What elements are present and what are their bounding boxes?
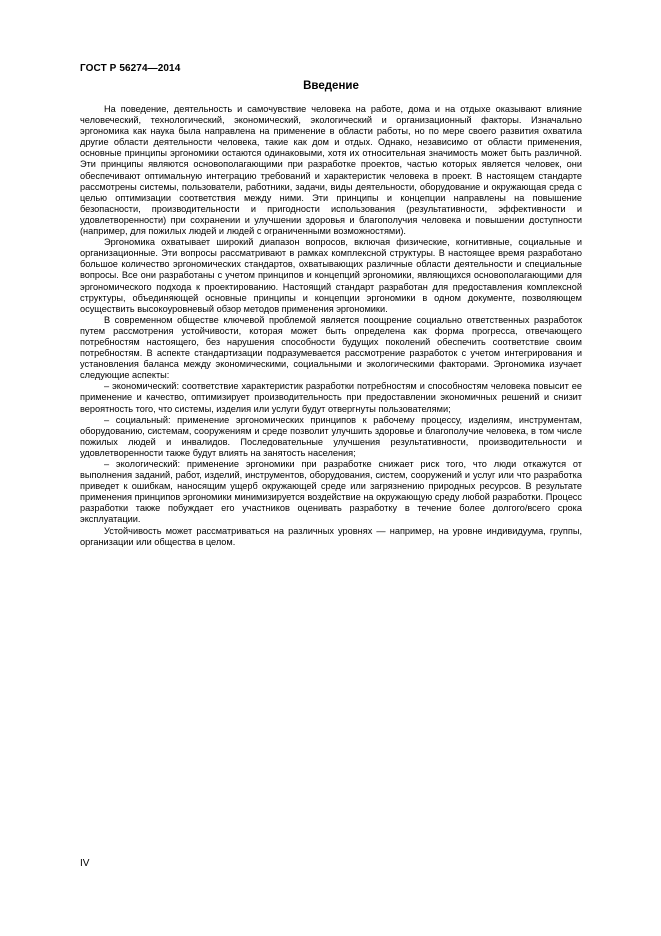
paragraph-sustainability: В современном обществе ключевой проблемой является поощрение социально ответственных разработок путем рассмотрения устойчивости, которая может быть определена как форма прогресса, отвечающего потребностям настоящего, без нарушения способности будущих поколений обеспечить соответствие своим потребностям. В аспекте стандартизации подразумевается рассмотрение разработок с учетом интегрирования и установления баланса между экономическими, социальными и экологическими факторами. Эргономика изучает следующие аспекты: [80,314,582,381]
paragraph-scope: Эргономика охватывает широкий диапазон вопросов, включая физические, когнитивные, социальные и организационные. Эти вопросы рассматривают в рамках комплексной структуры. В настоящее время разработано большое количество эргономических стандартов, охватывающих различные области деятельности и специальные вопросы. Все они разработаны с учетом принципов и концепций эргономики, являющихся основополагающими для эргономического подхода к проектированию. Настоящий стандарт разработан для предоставления комплексной структуры, объединяющей основные принципы и концепции эргономики в одном документе, позволяющем осуществить высокоуровневый обзор методов применения эргономики. [80,237,582,314]
body-text [80,104,582,548]
paragraph-levels: Устойчивость может рассматриваться на различных уровнях — например, на уровне индивидуума, группы, организации или общества в целом. [80,525,582,547]
list-item-ecological: – экологический: применение эргономики при разработке снижает риск того, что люди откажутся от выполнения заданий, работ, изделий, инструментов, оборудования, систем, сооружений и услуг или что разработка приведет к ошибкам, наносящим ущерб окружающей среде или загрязнению природных ресурсов. В результате применения принципов эргономики минимизируется воздействие на окружающую среду любой разработки. Процесс разработки также побуждает его участников оценивать разработку в течение более долгого/всего срока эксплуатации. [80,459,582,525]
standard-code-header: ГОСТ Р 56274—2014 [80,63,181,74]
page-number: IV [80,858,90,869]
list-item-economic: – экономический: соответствие характеристик разработки потребностям и способностям человека повысит ее применение и качество, оптимизирует производительность при предоставлении экономичных решений и снизит вероятность того, что системы, изделия или услуги будут отвергнуты пользователями; [80,381,582,414]
paragraph-intro: На поведение, деятельность и самочувствие человека на работе, дома и на отдыхе оказывают влияние человеческий, технологический, экономический, экологический и организационный факторы. Изначально эргономика как наука была направлена на применение в области работы, но по мере своего развития охватила другие области деятельности человека, такие как дом и отдых. Однако, независимо от области применения, основные принципы эргономики остаются одинаковыми, хотя их относительная значимость может быть различной. Эти принципы являются основополагающими при разработке проектов, частью которых является человек, они обеспечивают оптимальную интеграцию требований и характеристик человека в проект. В настоящем стандарте рассмотрены системы, пользователи, работники, задачи, виды деятельности, оборудование и окружающая среда с целью оптимизации соответствия между ними. Эти принципы и концепции направлены на повышение безопасности, производительности и пригодности использования (результативности, эффективности и удовлетворенности) при сохранении и улучшении здоровья и благополучия человека и повышении доступности (например, для пожилых людей и людей с ограниченными возможностями). [80,104,582,237]
list-item-social: – социальный: применение эргономических принципов к рабочему процессу, изделиям, инструментам, оборудованию, системам, сооружениям и среде позволит улучшить здоровье и благополучие человека, в том числе пожилых людей и инвалидов. Последовательные улучшения результативности, производительности и удовлетворенности также будут влиять на занятость населения; [80,414,582,458]
section-title: Введение [303,80,359,92]
